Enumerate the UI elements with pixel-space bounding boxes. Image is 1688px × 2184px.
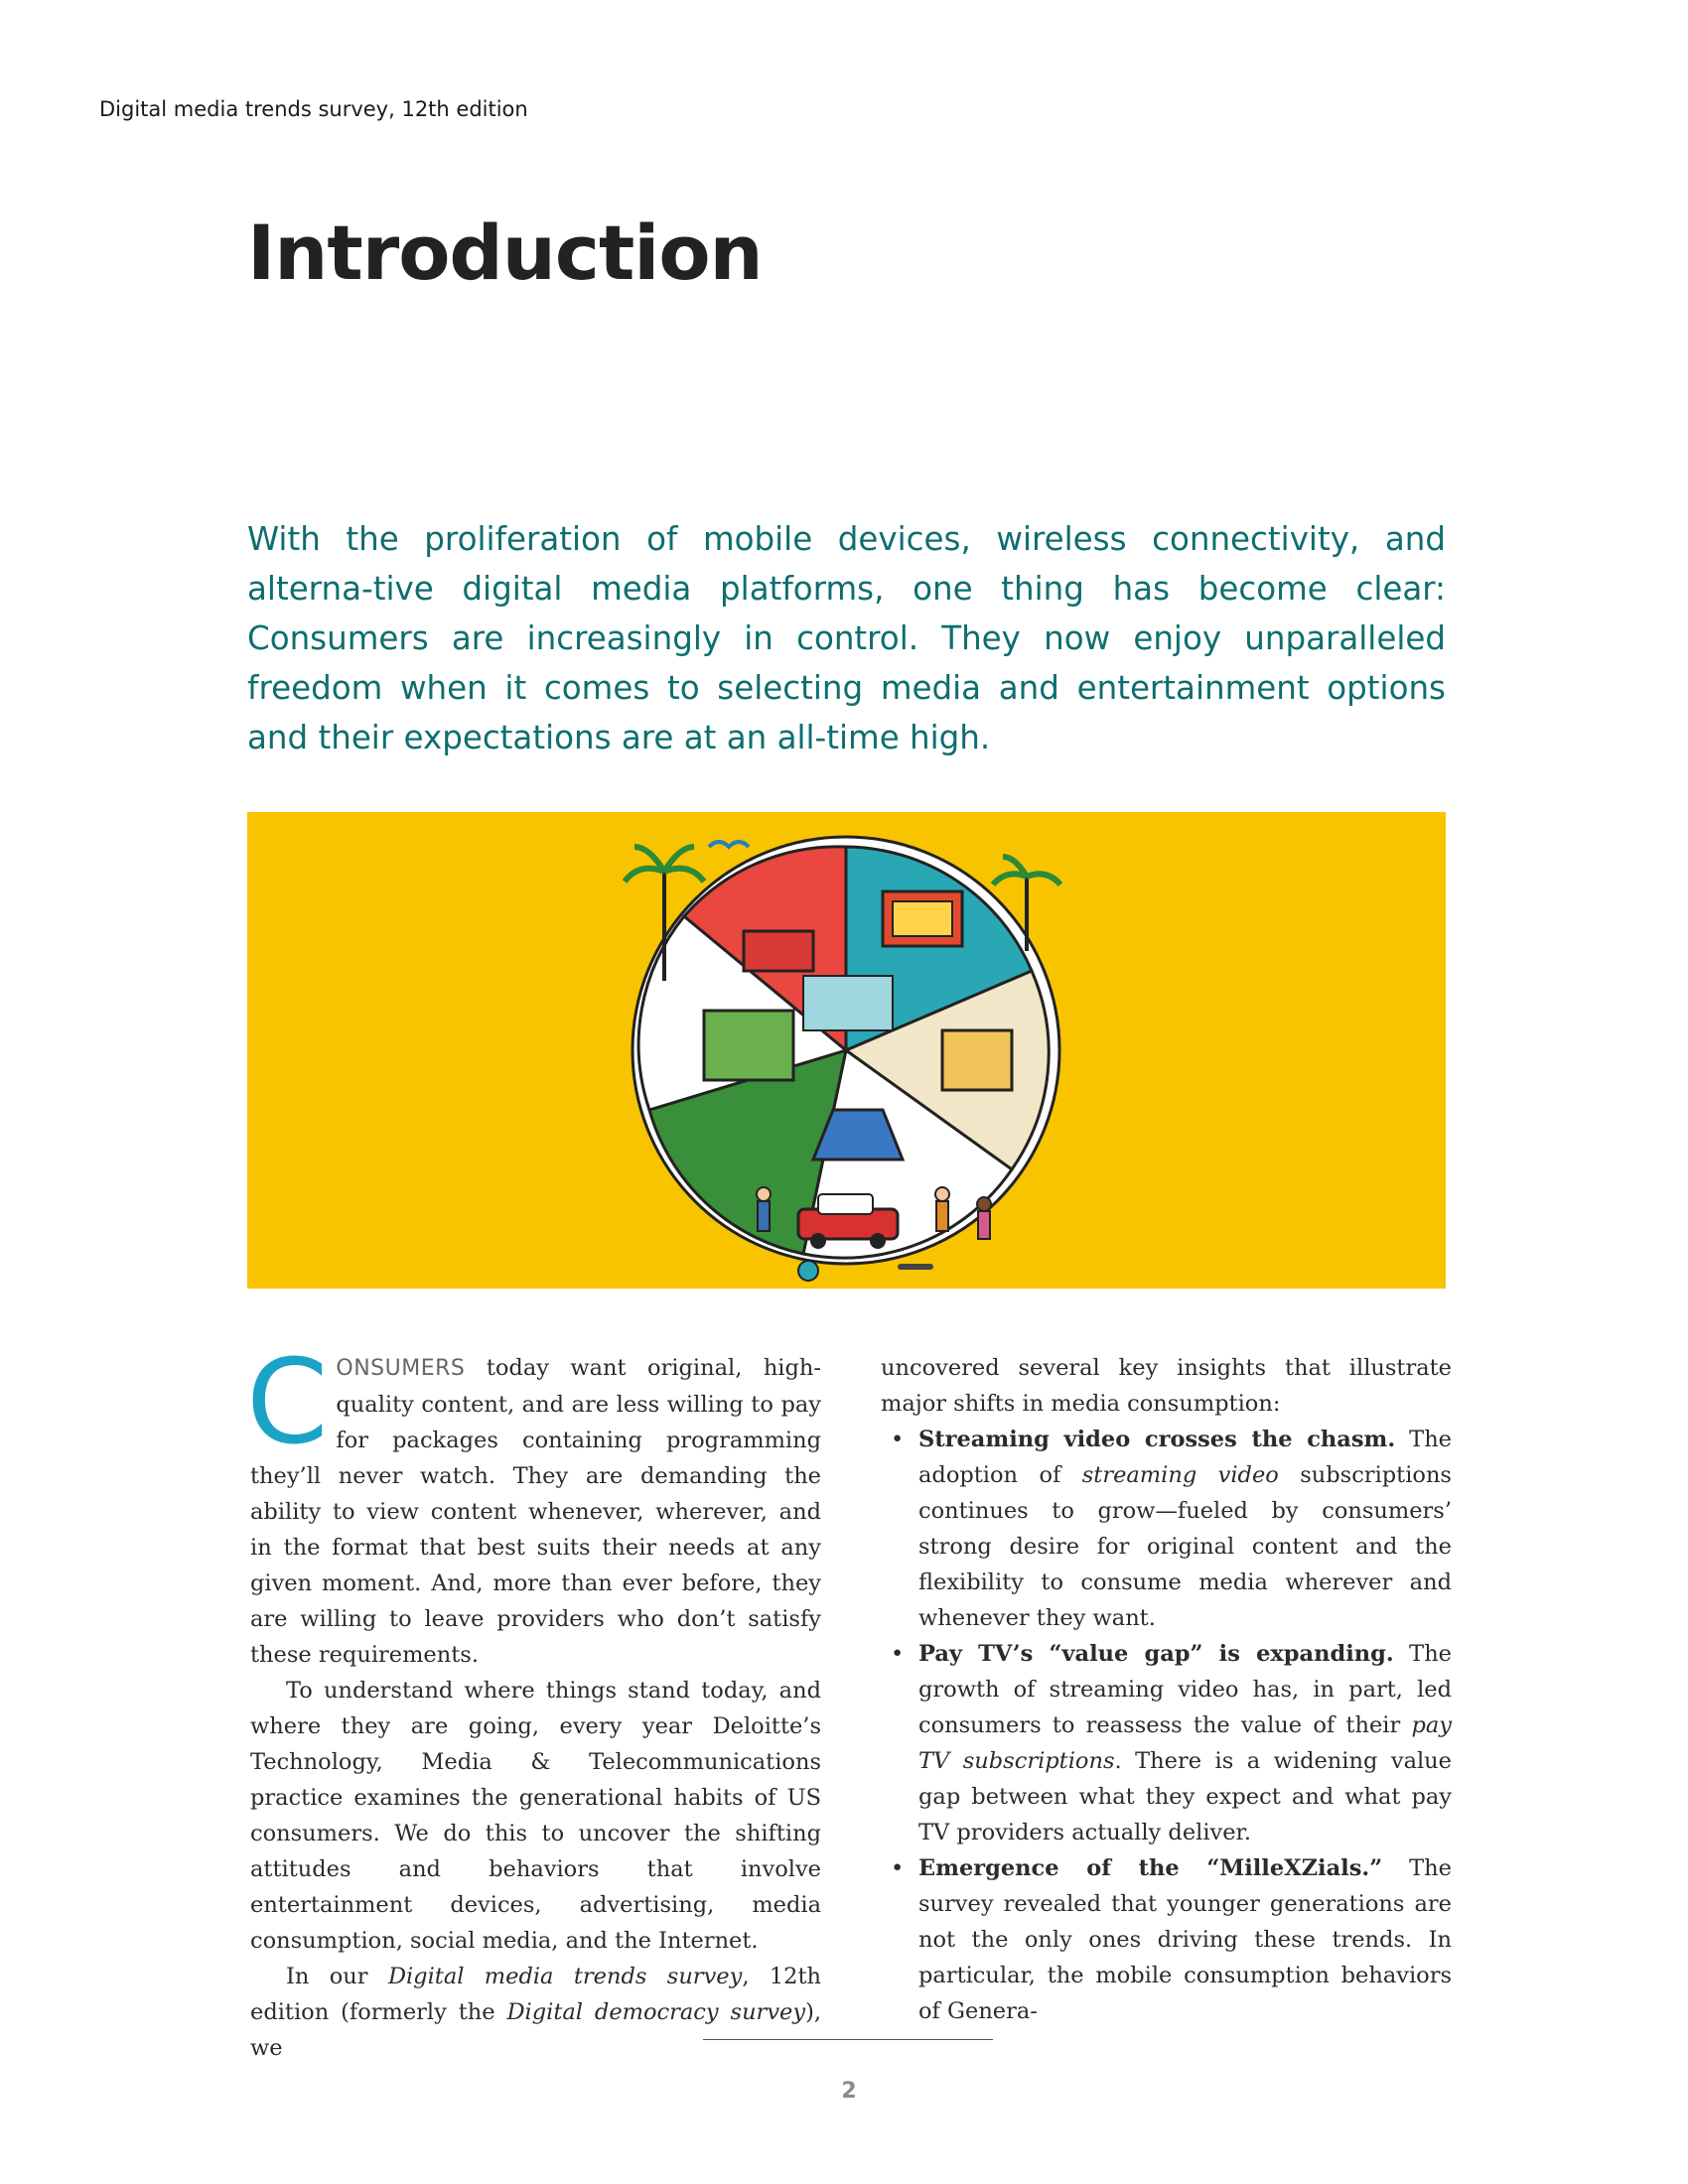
city-illustration-icon [247, 812, 1446, 1289]
body-column-left [246, 1333, 822, 2066]
insights-list [881, 1422, 1452, 2029]
p3-text-a: In our [286, 1964, 388, 1989]
body-paragraph-3 [250, 1959, 821, 2066]
list-item [881, 1850, 1452, 2029]
lead-paragraph: With the proliferation of mobile devices, wireless connectivity, and alterna-tive digital media platforms, one thing has become clear: Consumers are increasingly in control. They now enjoy unparalleled freedom when it comes to selecting media and entertainment options and their expectations are at an all-time high. [247, 520, 1446, 756]
bullet-text: The adoption of [918, 1427, 1452, 1488]
body-paragraph-1 [246, 1333, 821, 1673]
footer-divider [703, 2039, 993, 2040]
bullet-heading: Emergence of the “MilleXZials.” [918, 1855, 1383, 1881]
body-column-right [881, 1350, 1452, 2029]
survey-title: Digital media trends survey [387, 1964, 743, 1989]
hero-banner [247, 812, 1446, 1289]
bullet-text: . There is a widening value gap between what they expect and what pay TV providers actually deliver. [918, 1748, 1452, 1845]
bullet-emphasis: pay TV subscriptions [918, 1712, 1452, 1774]
former-survey-title: Digital democracy survey [506, 1999, 806, 2025]
bullet-text: The growth of streaming video has, in part, led consumers to reassess the value of their [918, 1641, 1452, 1738]
bullet-emphasis: streaming video [1081, 1462, 1279, 1488]
lead-word: ONSUMERS [336, 1356, 466, 1381]
paragraph-1-text: today want original, high-quality content, and are less willing to pay for packages containing programming they’ll never watch. They are demanding the ability to view content whenever, wherever, and in the format that best suits their needs at any given moment. And, more than ever before, they are willing to leave providers who don’t satisfy these requirements. [250, 1355, 821, 1668]
drop-cap: C [246, 1333, 329, 1470]
list-item [881, 1422, 1452, 1636]
page-number: 2 [841, 2079, 857, 2104]
page-title: Introduction [247, 208, 763, 297]
running-head: Digital media trends survey, 12th edition [99, 97, 528, 121]
p3-text-c: ), we [250, 1999, 821, 2061]
list-item [881, 1636, 1452, 1850]
bullet-heading: Streaming video crosses the chasm. [918, 1427, 1396, 1452]
bullet-text: The survey revealed that younger generations are not the only ones driving these trends. In particular, the mobile consumption behaviors of Genera- [918, 1855, 1452, 2024]
p3-text-b: , 12th edition (formerly the [250, 1964, 822, 2025]
insights-intro: uncovered several key insights that illustrate major shifts in media consumption: [881, 1355, 1452, 1417]
bullet-text: subscriptions continues to grow—fueled by consumers’ strong desire for original content and the flexibility to consume media wherever and whenever they want. [918, 1462, 1452, 1631]
body-paragraph-2: To understand where things stand today, and where they are going, every year Deloitte’s Technology, Media & Telecommunications practice examines the generational habits of US consumers. We do this to uncover the shifting attitudes and behaviors that involve entertainment devices, advertising, media consumption, social media, and the Internet. [250, 1678, 821, 1954]
bullet-heading: Pay TV’s “value gap” is expanding. [918, 1641, 1394, 1667]
